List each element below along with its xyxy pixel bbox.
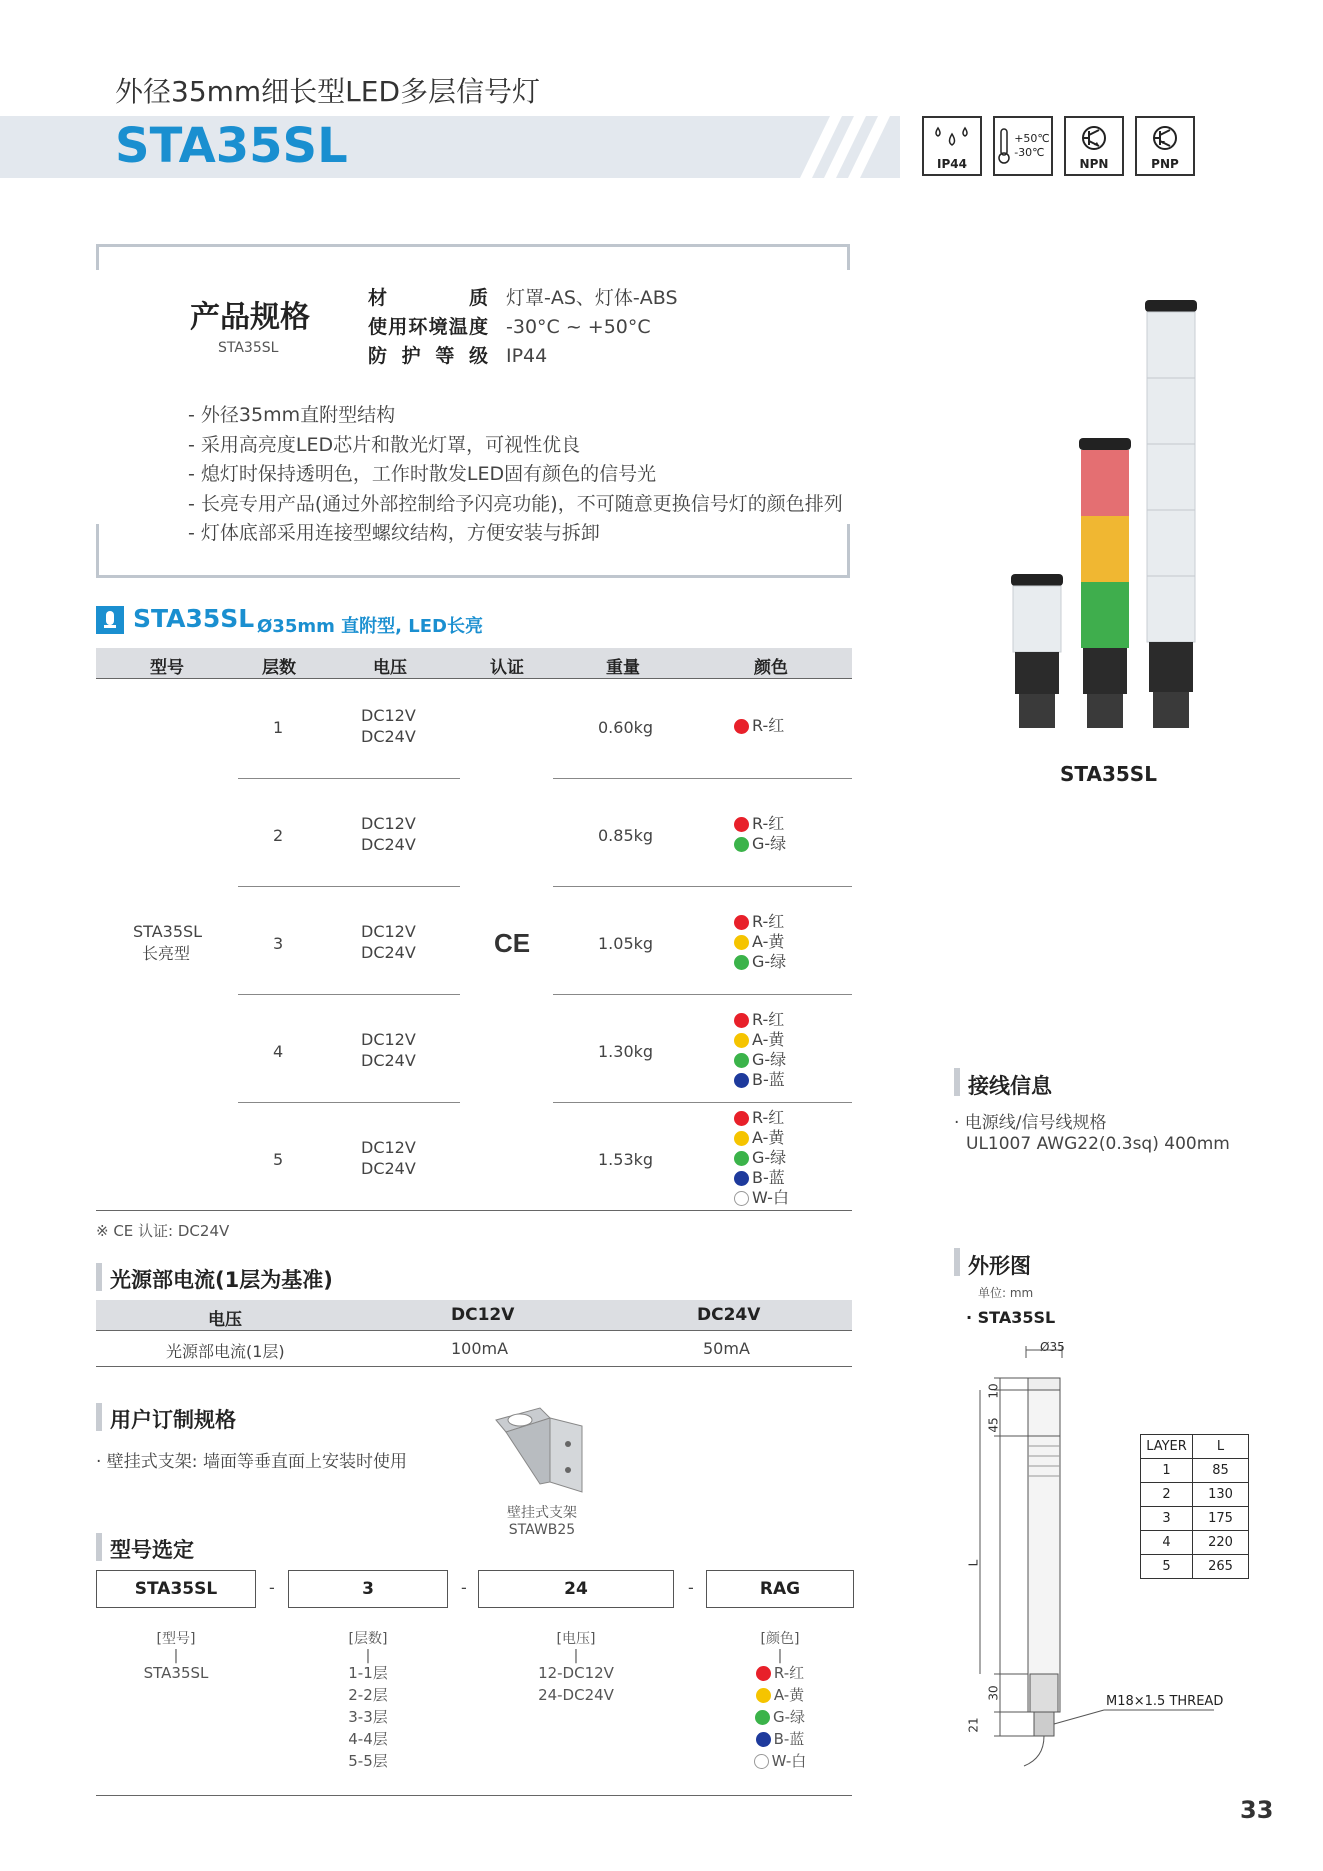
outline-model: · STA35SL xyxy=(966,1308,1056,1327)
temperature-badge xyxy=(993,116,1053,176)
spec-sub: STA35SL xyxy=(218,340,279,356)
water-drops-icon xyxy=(932,124,972,150)
dash: - xyxy=(688,1578,694,1597)
color-item xyxy=(734,1010,786,1030)
color-list xyxy=(734,716,784,736)
header-underline xyxy=(96,678,852,679)
ip44-label: IP44 xyxy=(937,157,967,171)
voltage-2: DC24V xyxy=(361,835,416,854)
layers-cell: 1 xyxy=(273,718,284,737)
layer-cell: 5 xyxy=(1141,1555,1193,1579)
color-label: W-白 xyxy=(771,1752,807,1770)
col-bar: | xyxy=(173,1648,179,1664)
color-label: A-黄 xyxy=(752,1030,785,1049)
led-lamp-icon xyxy=(96,606,124,634)
row-divider xyxy=(553,778,852,779)
dim-30: 30 xyxy=(986,1685,1001,1701)
current-dc24: 50mA xyxy=(703,1339,750,1358)
model-name: STA35SL xyxy=(133,922,203,941)
row-divider xyxy=(553,1102,852,1103)
layer-cell: 4 xyxy=(1141,1531,1193,1555)
dim-L: L xyxy=(966,1559,981,1567)
thread-label: M18×1.5 THREAD xyxy=(1106,1694,1224,1709)
model-type: 长亮型 xyxy=(141,944,190,963)
spec-key: 使用环境温度 xyxy=(368,316,488,338)
color-label: R-红 xyxy=(752,716,785,735)
product-caption: STA35SL xyxy=(1060,762,1157,786)
voltage-cell xyxy=(361,1029,416,1071)
color-item xyxy=(734,1108,789,1128)
dim-21: 21 xyxy=(966,1717,981,1733)
color-list xyxy=(734,912,786,972)
color-label: R-红 xyxy=(752,1108,785,1127)
row-divider xyxy=(553,886,852,887)
voltage-2: DC24V xyxy=(361,943,416,962)
color-item xyxy=(734,834,786,854)
current-row-label: 光源部电流(1层) xyxy=(166,1342,285,1361)
model-name-cell xyxy=(133,922,203,964)
voltage-cell xyxy=(361,705,416,747)
weight-cell: 1.05kg xyxy=(598,934,654,953)
voltage-1: DC12V xyxy=(361,814,416,833)
col-item: 5-5层 xyxy=(348,1752,388,1770)
col-bar: | xyxy=(573,1648,579,1664)
th-dc12: DC12V xyxy=(451,1305,515,1325)
red-dot-icon xyxy=(734,1013,749,1028)
green-dot-icon xyxy=(755,1710,770,1725)
th-weight: 重量 xyxy=(606,658,640,678)
color-item xyxy=(734,952,786,972)
voltage-1: DC12V xyxy=(361,1030,416,1049)
col-item xyxy=(706,1662,854,1684)
col-item xyxy=(706,1728,854,1750)
color-item xyxy=(734,932,786,952)
voltage-cell xyxy=(361,921,416,963)
th-voltage: 电压 xyxy=(208,1310,242,1330)
col-item: 24-DC24V xyxy=(538,1686,614,1704)
feature-item: - 熄灯时保持透明色，工作时散发LED固有颜色的信号光 xyxy=(188,463,657,485)
red-dot-icon xyxy=(734,719,749,734)
col-item: STA35SL xyxy=(143,1664,209,1682)
voltage-2: DC24V xyxy=(361,727,416,746)
page-subtitle: 外径35mm细长型LED多层信号灯 xyxy=(115,75,541,108)
layers-cell: 3 xyxy=(273,934,284,953)
feature-item: - 长亮专用产品(通过外部控制给予闪亮功能)，不可随意更换信号灯的颜色排列 xyxy=(188,493,843,515)
spec-key: 材质 xyxy=(368,287,488,309)
npn-label: NPN xyxy=(1079,157,1109,171)
custom-text: · 壁挂式支架: 墙面等垂直面上安装时使用 xyxy=(96,1452,407,1472)
green-dot-icon xyxy=(734,837,749,852)
red-dot-icon xyxy=(734,915,749,930)
col-item: 4-4层 xyxy=(348,1730,388,1748)
red-dot-icon xyxy=(734,817,749,832)
voltage-cell xyxy=(361,813,416,855)
row-divider xyxy=(238,778,460,779)
col-label: [颜色] xyxy=(760,1631,800,1647)
section-bar xyxy=(96,1263,102,1291)
select-model-box: STA35SL xyxy=(96,1570,256,1608)
spec-val: 灯罩-AS、灯体-ABS xyxy=(506,287,678,309)
th-color: 颜色 xyxy=(754,658,788,678)
color-label: R-红 xyxy=(752,814,785,833)
ce-note: ※ CE 认证: DC24V xyxy=(96,1222,230,1240)
current-dc12: 100mA xyxy=(451,1339,509,1358)
pnp-label: PNP xyxy=(1151,157,1179,171)
select-layers-box: 3 xyxy=(288,1570,448,1608)
wiring-line1: · 电源线/信号线规格 xyxy=(954,1113,1107,1133)
spec-val: -30°C ~ +50°C xyxy=(506,316,651,338)
model-table-subtitle: Ø35mm 直附型, LED长亮 xyxy=(257,616,483,637)
custom-title: 用户订制规格 xyxy=(110,1408,236,1432)
color-item xyxy=(734,1050,786,1070)
voltage-2: DC24V xyxy=(361,1051,416,1070)
thermometer-icon xyxy=(996,126,1012,166)
voltage-cell xyxy=(361,1137,416,1179)
model-table-header xyxy=(96,648,852,678)
model-table-title: STA35SL xyxy=(133,604,255,633)
section-bar xyxy=(954,1068,960,1096)
current-title: 光源部电流(1层为基准) xyxy=(110,1268,333,1292)
yellow-dot-icon xyxy=(734,1033,749,1048)
col-item: 3-3层 xyxy=(348,1708,388,1726)
spec-row-ip xyxy=(368,341,547,368)
col-label: [电压] xyxy=(556,1631,596,1647)
yellow-dot-icon xyxy=(734,935,749,950)
color-item xyxy=(734,1188,789,1208)
col-item xyxy=(706,1750,854,1772)
color-label: A-黄 xyxy=(773,1686,805,1704)
temp-max-label: +50℃ xyxy=(1014,132,1050,145)
color-item xyxy=(734,1128,789,1148)
spec-row-material xyxy=(368,283,678,310)
layer-cell: 130 xyxy=(1193,1483,1249,1507)
dim-10: 10 xyxy=(986,1383,1001,1399)
red-dot-icon xyxy=(756,1666,771,1681)
voltage-1: DC12V xyxy=(361,1138,416,1157)
col-item xyxy=(706,1706,854,1728)
outline-title: 外形图 xyxy=(968,1254,1031,1278)
color-label: B-蓝 xyxy=(773,1730,805,1748)
blue-dot-icon xyxy=(734,1073,749,1088)
color-list xyxy=(734,814,786,854)
th-layers: 层数 xyxy=(262,658,296,678)
weight-cell: 1.53kg xyxy=(598,1150,654,1169)
weight-cell: 0.85kg xyxy=(598,826,654,845)
yellow-dot-icon xyxy=(756,1688,771,1703)
color-list xyxy=(734,1010,786,1090)
th-cert: 认证 xyxy=(490,658,524,678)
color-item xyxy=(734,814,786,834)
npn-icon xyxy=(1080,124,1108,152)
col-bar: | xyxy=(777,1648,783,1664)
white-dot-icon xyxy=(754,1754,769,1769)
color-item xyxy=(734,912,786,932)
col-label: [层数] xyxy=(348,1631,388,1647)
layers-cell: 5 xyxy=(273,1150,284,1169)
col-item: 1-1层 xyxy=(348,1664,388,1682)
green-dot-icon xyxy=(734,1053,749,1068)
selection-title: 型号选定 xyxy=(110,1538,194,1562)
color-label: R-红 xyxy=(752,912,785,931)
voltage-1: DC12V xyxy=(361,922,416,941)
table-bottom-line xyxy=(96,1366,852,1367)
color-item xyxy=(734,716,784,736)
col-item: 12-DC12V xyxy=(538,1664,614,1682)
select-col-voltage xyxy=(478,1628,674,1706)
color-label: G-绿 xyxy=(752,834,787,853)
outline-unit: 单位: mm xyxy=(978,1286,1034,1300)
row-divider xyxy=(238,886,460,887)
spec-val: IP44 xyxy=(506,345,548,367)
col-item: 2-2层 xyxy=(348,1686,388,1704)
select-color-box: RAG xyxy=(706,1570,854,1608)
color-label: R-红 xyxy=(773,1664,805,1682)
spec-heading: 产品规格 xyxy=(190,300,310,335)
title-band-stripes xyxy=(780,116,910,178)
th-dc24: DC24V xyxy=(697,1305,761,1325)
th-model: 型号 xyxy=(150,658,184,678)
color-label: A-黄 xyxy=(752,1128,785,1147)
dash: - xyxy=(461,1578,467,1597)
select-col-layers xyxy=(288,1628,448,1772)
color-item xyxy=(734,1168,789,1188)
row-divider xyxy=(238,994,460,995)
layers-cell: 4 xyxy=(273,1042,284,1061)
col-label: [型号] xyxy=(156,1631,196,1647)
color-label: W-白 xyxy=(752,1188,789,1207)
wall-bracket-image xyxy=(490,1400,590,1500)
color-label: B-蓝 xyxy=(752,1070,785,1089)
spec-row-temp xyxy=(368,312,651,339)
table-bottom-line xyxy=(96,1210,852,1211)
color-list xyxy=(734,1108,789,1208)
color-label: G-绿 xyxy=(752,1148,787,1167)
bracket-caption xyxy=(494,1505,590,1539)
blue-dot-icon xyxy=(734,1171,749,1186)
feature-item: - 灯体底部采用连接型螺纹结构，方便安装与拆卸 xyxy=(188,522,600,544)
col-item xyxy=(706,1684,854,1706)
color-label: R-红 xyxy=(752,1010,785,1029)
select-voltage-box: 24 xyxy=(478,1570,674,1608)
layer-th: L xyxy=(1193,1435,1249,1459)
red-dot-icon xyxy=(734,1111,749,1126)
dash: - xyxy=(269,1578,275,1597)
color-label: G-绿 xyxy=(752,1050,787,1069)
cert-icon-row xyxy=(922,116,1195,176)
white-dot-icon xyxy=(734,1191,749,1206)
color-item xyxy=(734,1148,789,1168)
feature-item: - 采用高亮度LED芯片和散光灯罩，可视性优良 xyxy=(188,434,581,456)
bracket-label: 壁挂式支架 xyxy=(507,1505,577,1521)
weight-cell: 1.30kg xyxy=(598,1042,654,1061)
select-col-model xyxy=(96,1628,256,1684)
model-title: STA35SL xyxy=(115,118,348,174)
layers-cell: 2 xyxy=(273,826,284,845)
layer-table xyxy=(1140,1434,1249,1579)
pnp-badge xyxy=(1135,116,1195,176)
section-bar xyxy=(954,1248,960,1276)
color-label: G-绿 xyxy=(772,1708,806,1726)
dim-45: 45 xyxy=(986,1417,1001,1433)
color-item xyxy=(734,1030,786,1050)
ip44-badge xyxy=(922,116,982,176)
bracket-model: STAWB25 xyxy=(508,1522,576,1538)
section-bar xyxy=(96,1533,102,1561)
layer-cell: 175 xyxy=(1193,1507,1249,1531)
layer-cell: 220 xyxy=(1193,1531,1249,1555)
layer-cell: 1 xyxy=(1141,1459,1193,1483)
product-photo xyxy=(995,290,1225,750)
select-col-color xyxy=(706,1628,854,1772)
voltage-2: DC24V xyxy=(361,1159,416,1178)
ce-mark: CE xyxy=(494,928,531,958)
header-underline xyxy=(96,1330,852,1331)
color-label: G-绿 xyxy=(752,952,787,971)
green-dot-icon xyxy=(734,955,749,970)
npn-badge xyxy=(1064,116,1124,176)
spec-key: 防护等级 xyxy=(368,345,488,367)
dia-label: Ø35 xyxy=(1040,1340,1065,1354)
wiring-line2: UL1007 AWG22(0.3sq) 400mm xyxy=(966,1134,1230,1154)
col-bar: | xyxy=(365,1648,371,1664)
voltage-1: DC12V xyxy=(361,706,416,725)
yellow-dot-icon xyxy=(734,1131,749,1146)
temp-min-label: -30℃ xyxy=(1014,146,1045,159)
color-label: B-蓝 xyxy=(752,1168,785,1187)
color-label: A-黄 xyxy=(752,932,785,951)
wiring-title: 接线信息 xyxy=(968,1074,1052,1098)
pnp-icon xyxy=(1151,124,1179,152)
layer-th: LAYER xyxy=(1141,1435,1193,1459)
color-item xyxy=(734,1070,786,1090)
weight-cell: 0.60kg xyxy=(598,718,654,737)
row-divider xyxy=(553,994,852,995)
page-number: 33 xyxy=(1240,1796,1274,1824)
blue-dot-icon xyxy=(756,1732,771,1747)
th-voltage: 电压 xyxy=(373,658,407,678)
selection-bottom-line xyxy=(96,1795,852,1796)
green-dot-icon xyxy=(734,1151,749,1166)
layer-cell: 85 xyxy=(1193,1459,1249,1483)
layer-cell: 2 xyxy=(1141,1483,1193,1507)
layer-cell: 3 xyxy=(1141,1507,1193,1531)
section-bar xyxy=(96,1403,102,1431)
row-divider xyxy=(238,1102,460,1103)
feature-item: - 外径35mm直附型结构 xyxy=(188,404,396,426)
layer-cell: 265 xyxy=(1193,1555,1249,1579)
